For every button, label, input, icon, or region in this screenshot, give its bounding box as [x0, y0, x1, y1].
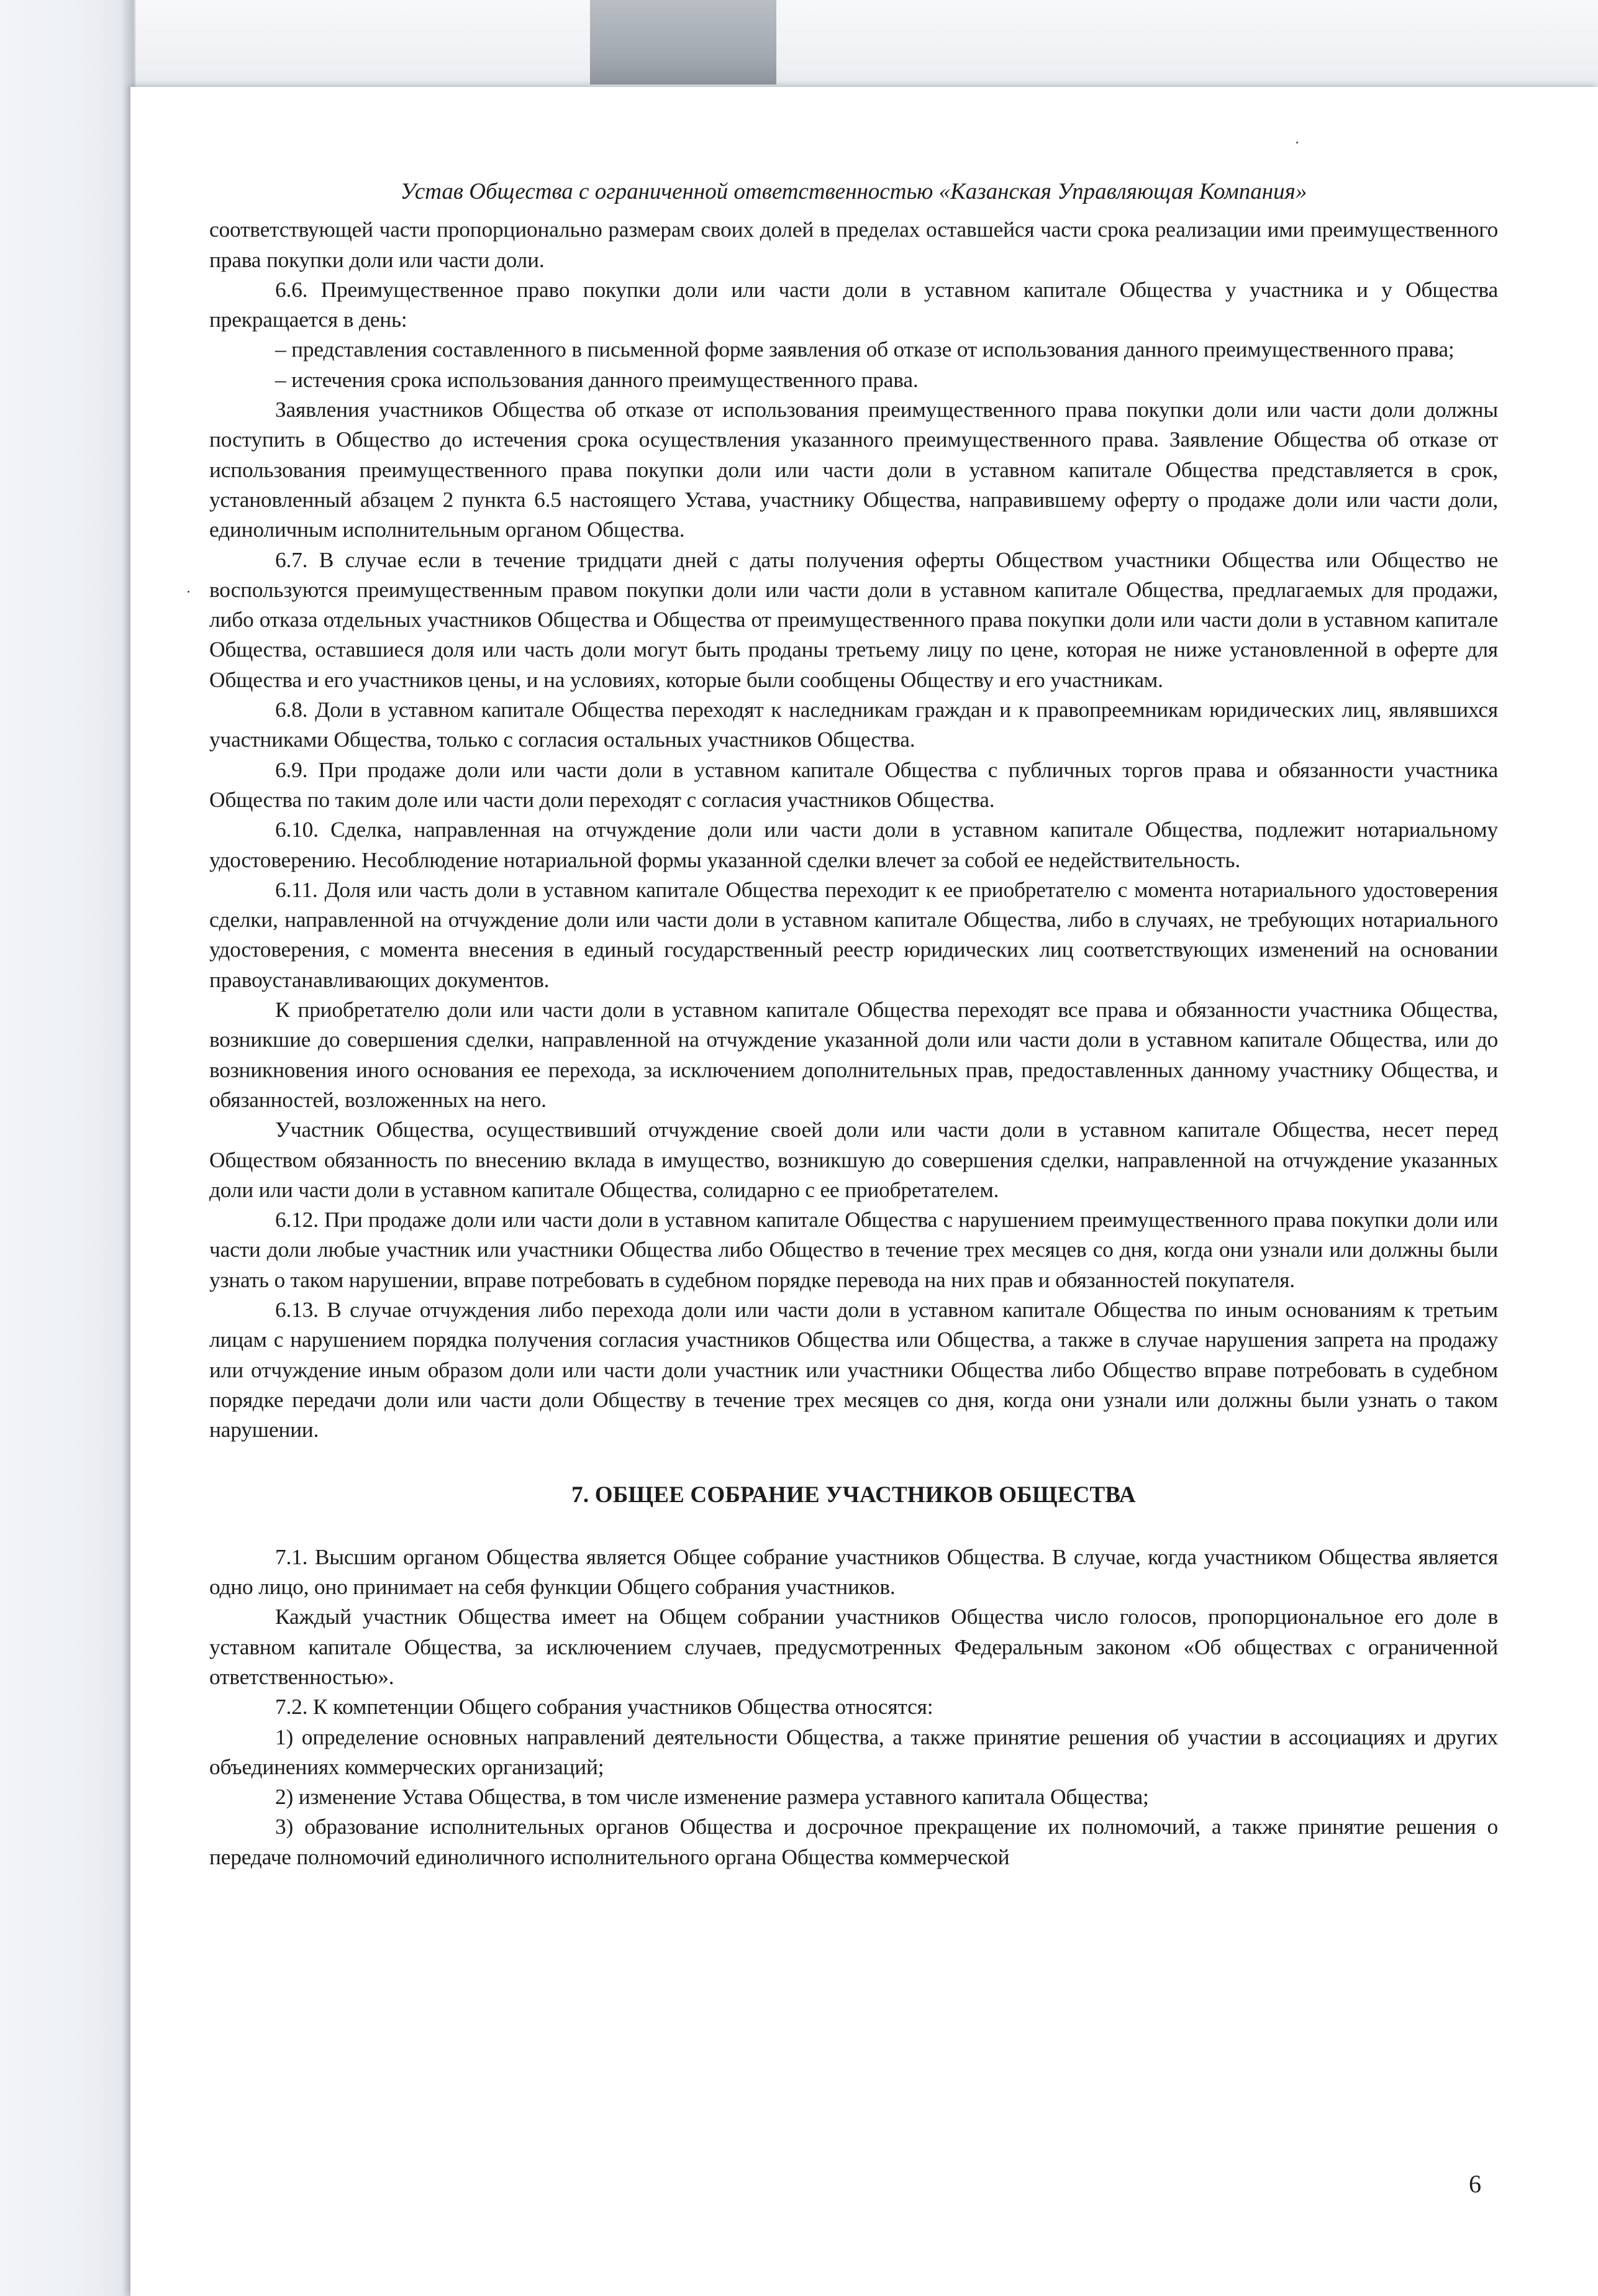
scan-speck [1296, 142, 1298, 144]
paragraph: 6.11. Доля или часть доли в уставном капитале Общества переходит к ее приобретателю с момента нотариального удостоверения сделки, направленной на отчуждение доли или части доли в уставном капитале Общества, либо в случаях, не требующих нотариального удостоверения, с момента внесения в единый государственный реестр юридических лиц соответствующих изменений на основании правоустанавливающих документов. [209, 877, 1498, 992]
paragraph: 1) определение основных направлений деятельности Общества, а также принятие решения об участии в ассоциациях и других объединениях коммерческих организаций; [209, 1724, 1498, 1779]
paragraph: 3) образование исполнительных органов Общества и досрочное прекращение их полномочий, а также принятие решения о передаче полномочий единоличного исполнительного органа Общества коммерческой [209, 1814, 1498, 1869]
document-page [209, 177, 1498, 1872]
paragraph: Каждый участник Общества имеет на Общем собрании участников Общества число голосов, пропорциональное его доле в уставном капитале Общества, за исключением случаев, предусмотренных Федеральным законом «Об обществах с ограниченной ответственностью». [209, 1604, 1498, 1689]
paragraph: 6.10. Сделка, направленная на отчуждение доли или части доли в уставном капитале Общества, подлежит нотариальному удостоверению. Несоблюдение нотариальной формы указанной сделки влечет за собой ее недействительность. [209, 817, 1498, 872]
paragraph: 7.2. К компетенции Общего собрания участников Общества относятся: [275, 1694, 933, 1720]
paragraph: Заявления участников Общества об отказе от использования преимущественного права покупки доли или части доли должны поступить в Общество до истечения срока осуществления указанного преимущественного права. Заявление Общества об отказе от использования преимущественного права покупки доли или части доли в уставном капитале Общества представляется в срок, установленный абзацем 2 пункта 6.5 настоящего Устава, участнику Общества, направившему оферту о продаже доли или части доли, единоличным исполнительным органом Общества. [209, 397, 1498, 542]
paragraph: 6.6. Преимущественное право покупки доли или части доли в уставном капитале Общества у участника и у Общества прекращается в день: [209, 276, 1498, 332]
scan-background-top [0, 0, 1598, 93]
paragraph: 6.8. Доли в уставном капитале Общества переходят к наследникам граждан и к правопреемникам юридических лиц, являвшихся участниками Общества, только с согласия остальных участников Общества. [209, 697, 1498, 752]
paragraph: – представления составленного в письменной форме заявления об отказе от использования данного преимущественного права; [275, 337, 1455, 362]
paragraph: 6.12. При продаже доли или части доли в уставном капитале Общества с нарушением преимущественного права покупки доли или части доли любые участник или участники Общества либо Общество в течение трех месяцев со дня, когда они узнали или должны были узнать о таком нарушении, вправе потребовать в судебном порядке перевода на них прав и обязанностей покупателя. [209, 1207, 1498, 1292]
page-number: 6 [1469, 2170, 1481, 2198]
body-text-before-section [209, 214, 1498, 1444]
paragraph: 6.13. В случае отчуждения либо перехода доли или части доли в уставном капитале Общества по иным основаниям к третьим лицам с нарушением порядка получения согласия участников Общества или Общества, а также в случае нарушения запрета на продажу или отчуждение иным образом доли или части доли участник или участники Общества либо Общество вправе потребовать в судебном порядке передачи доли или части доли Обществу в течение трех месяцев со дня, когда они узнали или должны были узнать о таком нарушении. [209, 1296, 1498, 1442]
paragraph: 6.9. При продаже доли или части доли в уставном капитале Общества с публичных торгов права и обязанности участника Общества по таким доле или части доли переходят с согласия участников Общества. [209, 757, 1498, 812]
paragraph: 7.1. Высшим органом Общества является Общее собрание участников Общества. В случае, когда участником Общества является одно лицо, оно принимает на себя функции Общего собрания участников. [209, 1544, 1498, 1600]
paragraph: соответствующей части пропорционально размерам своих долей в пределах оставшейся части срока реализации ими преимущественного права покупки доли или части доли. [209, 217, 1498, 272]
paragraph: Участник Общества, осуществивший отчуждение своей доли или части доли в уставном капитале Общества, несет перед Обществом обязанность по внесению вклада в имущество, возникшую до совершения сделки, направленной на отчуждение указанных доли или части доли в уставном капитале Общества, солидарно с ее приобретателем. [209, 1117, 1498, 1202]
scan-binding-clip [590, 0, 776, 84]
paragraph: 2) изменение Устава Общества, в том числе изменение размера уставного капитала Общества; [275, 1784, 1149, 1810]
body-text-after-section [209, 1542, 1498, 1872]
section-heading: 7. ОБЩЕЕ СОБРАНИЕ УЧАСТНИКОВ ОБЩЕСТВА [571, 1482, 1136, 1508]
paragraph: К приобретателю доли или части доли в уставном капитале Общества переходят все права и обязанности участника Общества, возникшие до совершения сделки, направленной на отчуждение указанной доли или части доли в уставном капитале Общества, или до возникновения иного основания ее перехода, за исключением дополнительных прав, предоставленных данному участнику Общества, и обязанностей, возложенных на него. [209, 997, 1498, 1112]
scan-background-left-page [0, 0, 134, 2296]
paragraph: – истечения срока использования данного преимущественного права. [275, 367, 919, 392]
paragraph: 6.7. В случае если в течение тридцати дней с даты получения оферты Обществом участники Общества или Общество не воспользуются преимущественным правом покупки доли или части доли в уставном капитале Общества, предлагаемых для продажи, либо отказа отдельных участников Общества и Общества от преимущественного права покупки доли или части доли в уставном капитале Общества, оставшиеся доля или часть доли могут быть проданы третьему лицу по цене, которая не ниже установленной в оферте для Общества и его участников цены, и на условиях, которые были сообщены Обществу и его участникам. [209, 547, 1498, 692]
scan-speck [188, 591, 189, 593]
running-header: Устав Общества с ограниченной ответственностью «Казанская Управляющая Компания» [400, 179, 1307, 204]
